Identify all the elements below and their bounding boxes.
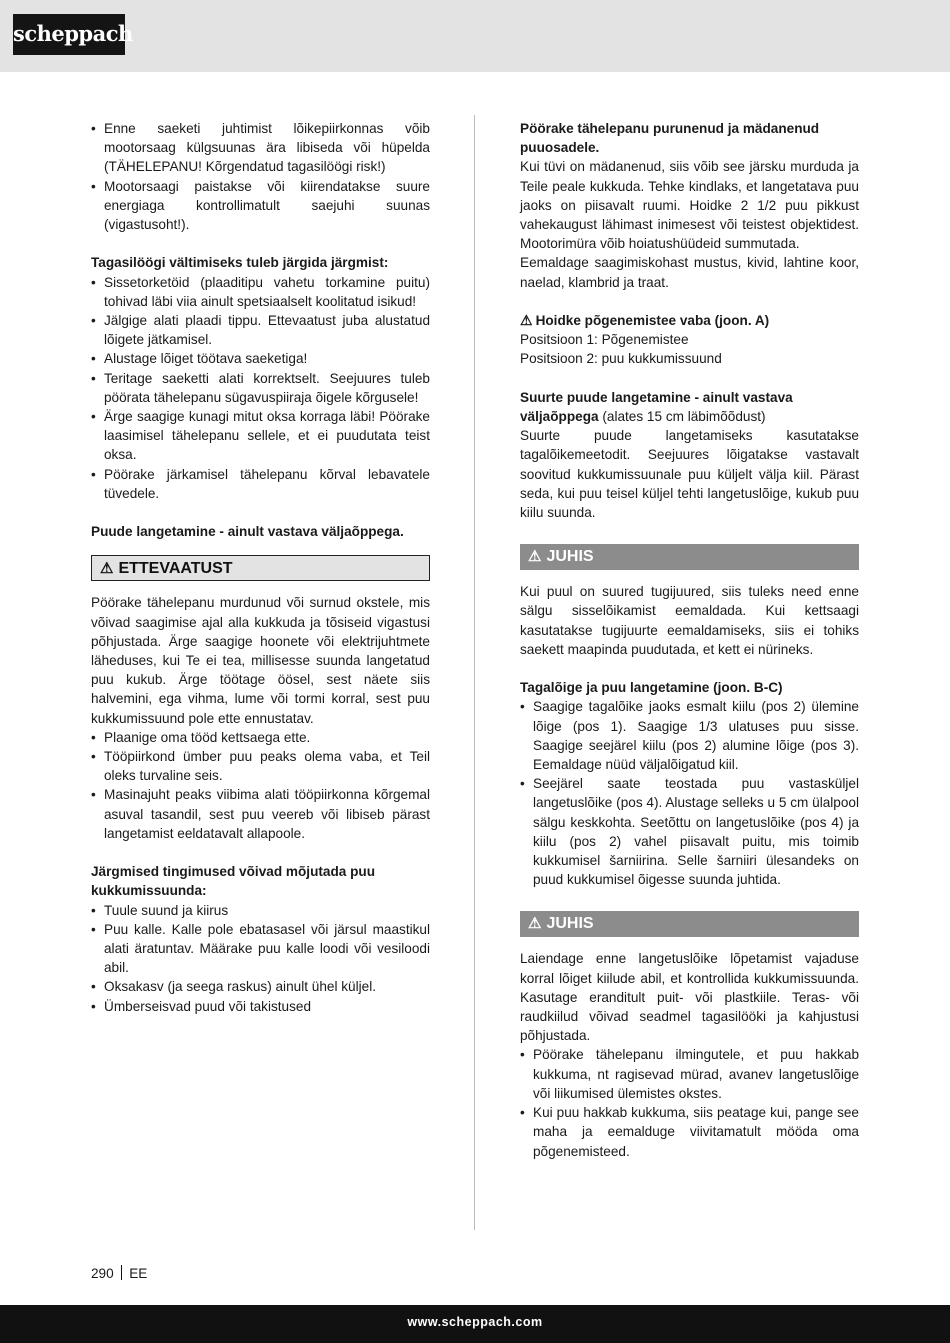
- list-item: • Ümberseisvad puud või takistused: [91, 997, 430, 1016]
- caution-label: ETTEVAATUST: [118, 560, 233, 578]
- list-item: • Tööpiirkond ümber puu peaks olema vaba, et Teil oleks turvaline seis.: [91, 747, 430, 785]
- list-item: • Ärge saagige kunagi mitut oksa korraga läbi! Pöörake laasimisel tähelepanu sellele, et ei puudutata teist oksa.: [91, 407, 430, 465]
- list-item: • Alustage lõiget töötava saeketiga!: [91, 349, 430, 368]
- caution-box-header: [91, 555, 430, 581]
- list-item: • Jälgige alati plaadi tippu. Ettevaatust juba alustatud lõigete jätkamisel.: [91, 311, 430, 349]
- footer-bar: [0, 1305, 950, 1343]
- rotten-paragraph-2: Eemaldage saagimiskohast mustus, kivid, lahtine koor, naelad, klambrid ja traat.: [520, 255, 859, 290]
- list-item: • Seejärel saate teostada puu vastasküljel langetuslõike (pos 4). Alustage selleks u 5 cm ülalpool sälgu keskkohta. Seetõttu on langetuslõike (pos 4) ja kiilu (pos 2) vahel piisavalt puitu, mis toimib kukkumisel šarniirina. Selle šarniiri ülesandeks on puud kukkumisel õigesse suunda juhtida.: [520, 774, 859, 889]
- backcut-heading: Tagalõige ja puu langetamine (joon. B-C): [520, 680, 783, 696]
- note2-bullet-list: [520, 1045, 859, 1160]
- caution-paragraph: Pöörake tähelepanu murdunud või surnud okstele, mis võivad saagimise ajal alla kukkuda ja tõsiseid vigastusi põhjustada. Ärge saagige hoonete või elektrijuhtmete läheduses, kui Te ei tea, millisesse suunda langetatud puu kukub. Ärge töötage öösel, sest näete siis halvemini, ega vihma, lume või tormi korral, sest puu kukkumissuund pole ette ennustatav.: [91, 595, 430, 726]
- warning-triangle-icon: ⚠: [100, 560, 114, 578]
- list-item: • Teritage saeketti alati korrektselt. Seejuures tuleb pöörata tähelepanu sügavuspiiraja õigele kõrgusele!: [91, 369, 430, 407]
- list-item: • Saagige tagalõike jaoks esmalt kiilu (pos 2) ülemine lõige (pos 1). Saagige 1/3 ulatuses puu sisse. Saagige seejärel kiilu (pos 2) alumine lõige (pos 3). Eemaldage nüüd väljalõigatud kiil.: [520, 697, 859, 774]
- escape-heading: [520, 311, 859, 330]
- rotten-paragraph: Kui tüvi on mädanenud, siis võib see järsku murduda ja Teile peale kukkuda. Tehke kindlaks, et langetatava puu jaoks on piisavalt ruumi. Hoidke 2 1/2 puu pikkust vahekaugust lähimast inimesest või teistest objektidest. Mootorimüra võib hoiatushüüdeid summutada.: [520, 159, 859, 252]
- right-column: [520, 119, 859, 1161]
- large-trees-heading: [520, 388, 859, 426]
- website-link[interactable]: www.scheppach.com: [407, 1315, 543, 1329]
- conditions-heading: Järgmised tingimused võivad mõjutada puu kukkumissuunda:: [91, 864, 376, 899]
- list-item: • Tuule suund ja kiirus: [91, 901, 430, 920]
- list-item: • Oksakasv (ja seega raskus) ainult ühel küljel.: [91, 977, 430, 996]
- conditions-bullet-list: [91, 901, 430, 1016]
- kickback-bullet-list: [91, 273, 430, 503]
- list-item: • Puu kalle. Kalle pole ebatasasel või järsul maastikul alati äratuntav. Määrake puu kalle loodi või vesiloodi abil.: [91, 920, 430, 978]
- list-item: • Pöörake tähelepanu ilmingutele, et puu hakkab kukkuma, nt ragisevad mürad, avanev langetuslõige või liikumised ülemistes okstes.: [520, 1045, 859, 1103]
- scheppach-logo: [13, 14, 133, 55]
- large-heading-bold: Suurte puude langetamine - ainult vastava väljaõppega: [520, 389, 793, 425]
- list-item: • Mootorsaagi paistakse või kiirendatakse suure energiaga kontrollimatult saejuhi suunas (vigastusoht!).: [91, 177, 430, 235]
- escape-line-2: Positsioon 2: puu kukkumissuund: [520, 351, 722, 367]
- intro-bullet-list: [91, 119, 430, 234]
- warning-triangle-icon: ⚠: [528, 548, 542, 566]
- logo-text: scheppach: [13, 21, 133, 46]
- warning-triangle-icon: ⚠: [528, 915, 542, 933]
- note-label: JUHIS: [546, 548, 594, 566]
- warning-triangle-icon: ⚠: [520, 312, 533, 329]
- note-box-header-2: [520, 911, 859, 937]
- felling-heading: Puude langetamine - ainult vastava väljaõppega.: [91, 524, 404, 540]
- large-heading-normal: (alates 15 cm läbimõõdust): [598, 409, 766, 425]
- column-divider: [474, 115, 475, 1230]
- list-item: • Kui puu hakkab kukkuma, siis peatage kui, pange see maha ja eemalduge viivitamatult mööda oma põgenemisteed.: [520, 1103, 859, 1161]
- note-box-header: [520, 544, 859, 570]
- list-item: • Enne saeketi juhtimist lõikepiirkonnas võib mootorsaag külgsuunas ära libiseda või hüpelda (TÄHELEPANU! Kõrgendatud tagasilöögi risk!): [91, 119, 430, 177]
- escape-heading-text: Hoidke põgenemistee vaba (joon. A): [535, 313, 770, 329]
- rotten-heading: Pöörake tähelepanu purunenud ja mädanenud puuosadele.: [520, 121, 820, 156]
- large-trees-paragraph: Suurte puude langetamiseks kasutatakse tagalõikemeetodit. Seejuures lõigatakse vastavalt soovitud kukkumissuunale puu küljelt välja kiil. Pärast seda, kui puu teisel küljel tehti langetuslõige, kukub puu kiilu suunda.: [520, 428, 859, 521]
- header-bar: [0, 0, 950, 72]
- left-column: [91, 119, 430, 1016]
- page-number: 290: [91, 1266, 114, 1281]
- kickback-heading: Tagasilöögi vältimiseks tuleb järgida järgmist:: [91, 255, 389, 271]
- list-item: • Plaanige oma tööd kettsaega ette.: [91, 728, 430, 747]
- note-paragraph-2: Laiendage enne langetuslõike lõpetamist vajaduse korral lõiget kiilude abil, et kontrollida kukkumissuunda. Kasutage eranditult puit- või plastkiile. Teras- või raudkiilud võivad seadmel tagasilööki ja kahjustusi põhjustada.: [520, 951, 859, 1044]
- escape-line-1: Positsioon 1: Põgenemistee: [520, 332, 689, 348]
- list-item: • Sissetorketöid (plaaditipu vahetu torkamine puitu) tohivad läbi viia ainult spetsiaalselt koolitatud isikud!: [91, 273, 430, 311]
- backcut-bullet-list: [520, 697, 859, 889]
- caution-bullet-list: [91, 728, 430, 843]
- note-label-2: JUHIS: [546, 915, 594, 933]
- list-item: • Masinajuht peaks viibima alati tööpiirkonna kõrgemal asuval tasandil, sest puu veereb või libiseb pärast langetamist eeldatavalt allapoole.: [91, 785, 430, 843]
- note-paragraph: Kui puul on suured tugijuured, siis tuleks need enne sälgu sisselõikamist eemaldada. Kui kettsaagi kasutatakse tugijuurte eemaldamiseks, siis ei tohiks saekett maapinda puudutada, et kett ei nürineks.: [520, 584, 859, 657]
- language-code: EE: [129, 1266, 148, 1281]
- list-item: • Pöörake järkamisel tähelepanu kõrval lebavatele tüvedele.: [91, 465, 430, 503]
- footer-separator: [121, 1265, 123, 1280]
- page-footer: [91, 1265, 147, 1281]
